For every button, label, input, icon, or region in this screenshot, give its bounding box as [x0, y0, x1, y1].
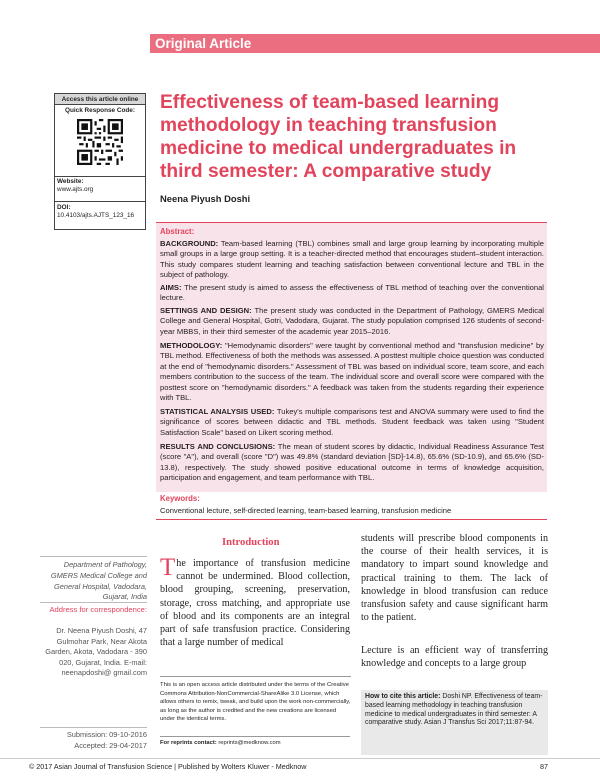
cite-text: Doshi NP. Effectiveness of team-based learning methodology in teaching transfusion medicine to medical undergraduates in third semester: A comparative study. Asian J Transfus Sci 2017;11:87-94.: [365, 693, 543, 727]
article-title: Effectiveness of team-based learning methodology in teaching transfusion medicine to medical undergraduates in third semester: A comparative study: [160, 92, 517, 182]
drop-cap: T: [160, 554, 176, 581]
license-note: This is an open access article distributed under the terms of the Creative Commons Attribution-NonCommercial-ShareAlike 3.0 License, which allows others to remix, tweak, and build upon the work non-commercially, as long as the author is credited and the new creations are licensed under the identical terms.: [160, 676, 351, 724]
abstract-aims: AIMS: The present study is aimed to assess the effectiveness of TBL method of teaching over the conventional lecture.: [160, 283, 544, 303]
affiliation: Department of Pathology, GMERS Medical College and General Hospital, Vadodara, Gujarat, India: [50, 560, 147, 602]
page-number: 87: [540, 762, 548, 771]
intro-column-1: The importance of transfusion medicine cannot be undermined. Blood collection, blood grouping, screening, preservation, storage, cross matching, and appropriate use of blood and its components are an integral part of safe transfusion practice. Considering that a large number of medical: [160, 554, 350, 649]
access-online-box: [54, 93, 146, 230]
qr-code-icon[interactable]: [77, 119, 123, 165]
abstract-settings: SETTINGS AND DESIGN: The present study was conducted in the Department of Pathology, GMERS Medical College and General Hospital, Gotri, Vadodara, Gujarat. The study population comprised 126 students of second-year MBBS, in their third semester of the academic year 2015–2016.: [160, 306, 544, 336]
author-name: Neena Piyush Doshi: [160, 193, 251, 204]
abstract-results: RESULTS AND CONCLUSIONS: The mean of student scores by didactic, Individual Readiness Assurance Test (score "A"), and overall (score "D") was 49.8% (standard deviation [SD]-14.8), 65.6% (SD-10.9), and 65.6% (SD-13.8), respectively. The study showed positive educational outcome in terms of knowledge acquisition, participation and engagement, and team performance with TBL.: [160, 442, 544, 483]
intro-column-2a: students will prescribe blood components in the course of their health services, it is mandatory to impart sound knowledge and practical training to them. The lack of knowledge in blood transfusion can reduce transfusion safety and cause significant harm to the patient.: [361, 533, 548, 624]
citation-box: [361, 690, 548, 755]
doi-value[interactable]: 10.4103/ajts.AJTS_123_16: [57, 212, 135, 219]
keywords-divider: [156, 519, 547, 520]
abstract-statistics: STATISTICAL ANALYSIS USED: Tukey's multiple comparisons test and ANOVA summary were used to find the significance of scores between didactic and TBL methods. Student feedback was taken using "Student Satisfaction Scale" based on Likert scoring method.: [160, 407, 544, 437]
article-type-banner: Original Article: [150, 34, 600, 53]
intro-column-2b: Lecture is an efficient way of transferring knowledge and concepts to a large group: [361, 645, 548, 670]
correspondence-heading: Address for correspondence:: [49, 605, 147, 614]
submission-date: Submission: 09-10-2016: [66, 730, 147, 739]
introduction-heading: Introduction: [222, 537, 280, 548]
access-heading: Access this article online: [55, 94, 145, 105]
doi-label: DOI:: [57, 204, 71, 211]
accepted-date: Accepted: 29-04-2017: [74, 740, 147, 750]
website-label: Website:: [57, 178, 84, 185]
abstract-label: Abstract:: [160, 227, 195, 236]
journal-footer: © 2017 Asian Journal of Transfusion Science | Published by Wolters Kluwer - Medknow: [29, 762, 307, 771]
qr-label: Quick Response Code:: [65, 107, 135, 114]
abstract-background: BACKGROUND: Team-based learning (TBL) combines small and large group learning by incorporating multiple small groups in a large group setting. It is a teacher-directed method that encourages student–student interaction. This study compares student learning and teaching satisfaction between conventional lecture and TBL in the subject of pathology.: [160, 239, 544, 280]
abstract-box: [156, 222, 547, 492]
keywords-label: Keywords:: [160, 494, 200, 503]
submission-dates: [40, 730, 147, 751]
cite-label: How to cite this article:: [365, 693, 441, 700]
reprints-contact: For reprints contact: reprints@medknow.com: [160, 740, 281, 746]
abstract-methodology: METHODOLOGY: "Hemodynamic disorders" were taught by conventional method and "transfusion medicine" by TBL method. Effectiveness of both the methods was assessed. A posttest multiple choice question was conducted at the end of "hemodynamic disorders." Assessment of TBL was based on individual score, team score, and each members contribution to the success of the team. The individual score and overall score were compared with the posttest score on "hemodynamic disorders." A feedback was taken from the students regarding their experience with TBL.: [160, 341, 544, 403]
correspondence-address: Dr. Neena Piyush Doshi, 47 Gulmohar Park, Near Akota Garden, Akota, Vadodara - 390 020, Gujarat, India. E-mail: neenapdoshi@ gmail.com: [45, 626, 147, 678]
keywords-text: Conventional lecture, self-directed learning, team-based learning, transfusion medicine: [160, 506, 452, 515]
website-link[interactable]: www.ajts.org: [57, 186, 94, 193]
